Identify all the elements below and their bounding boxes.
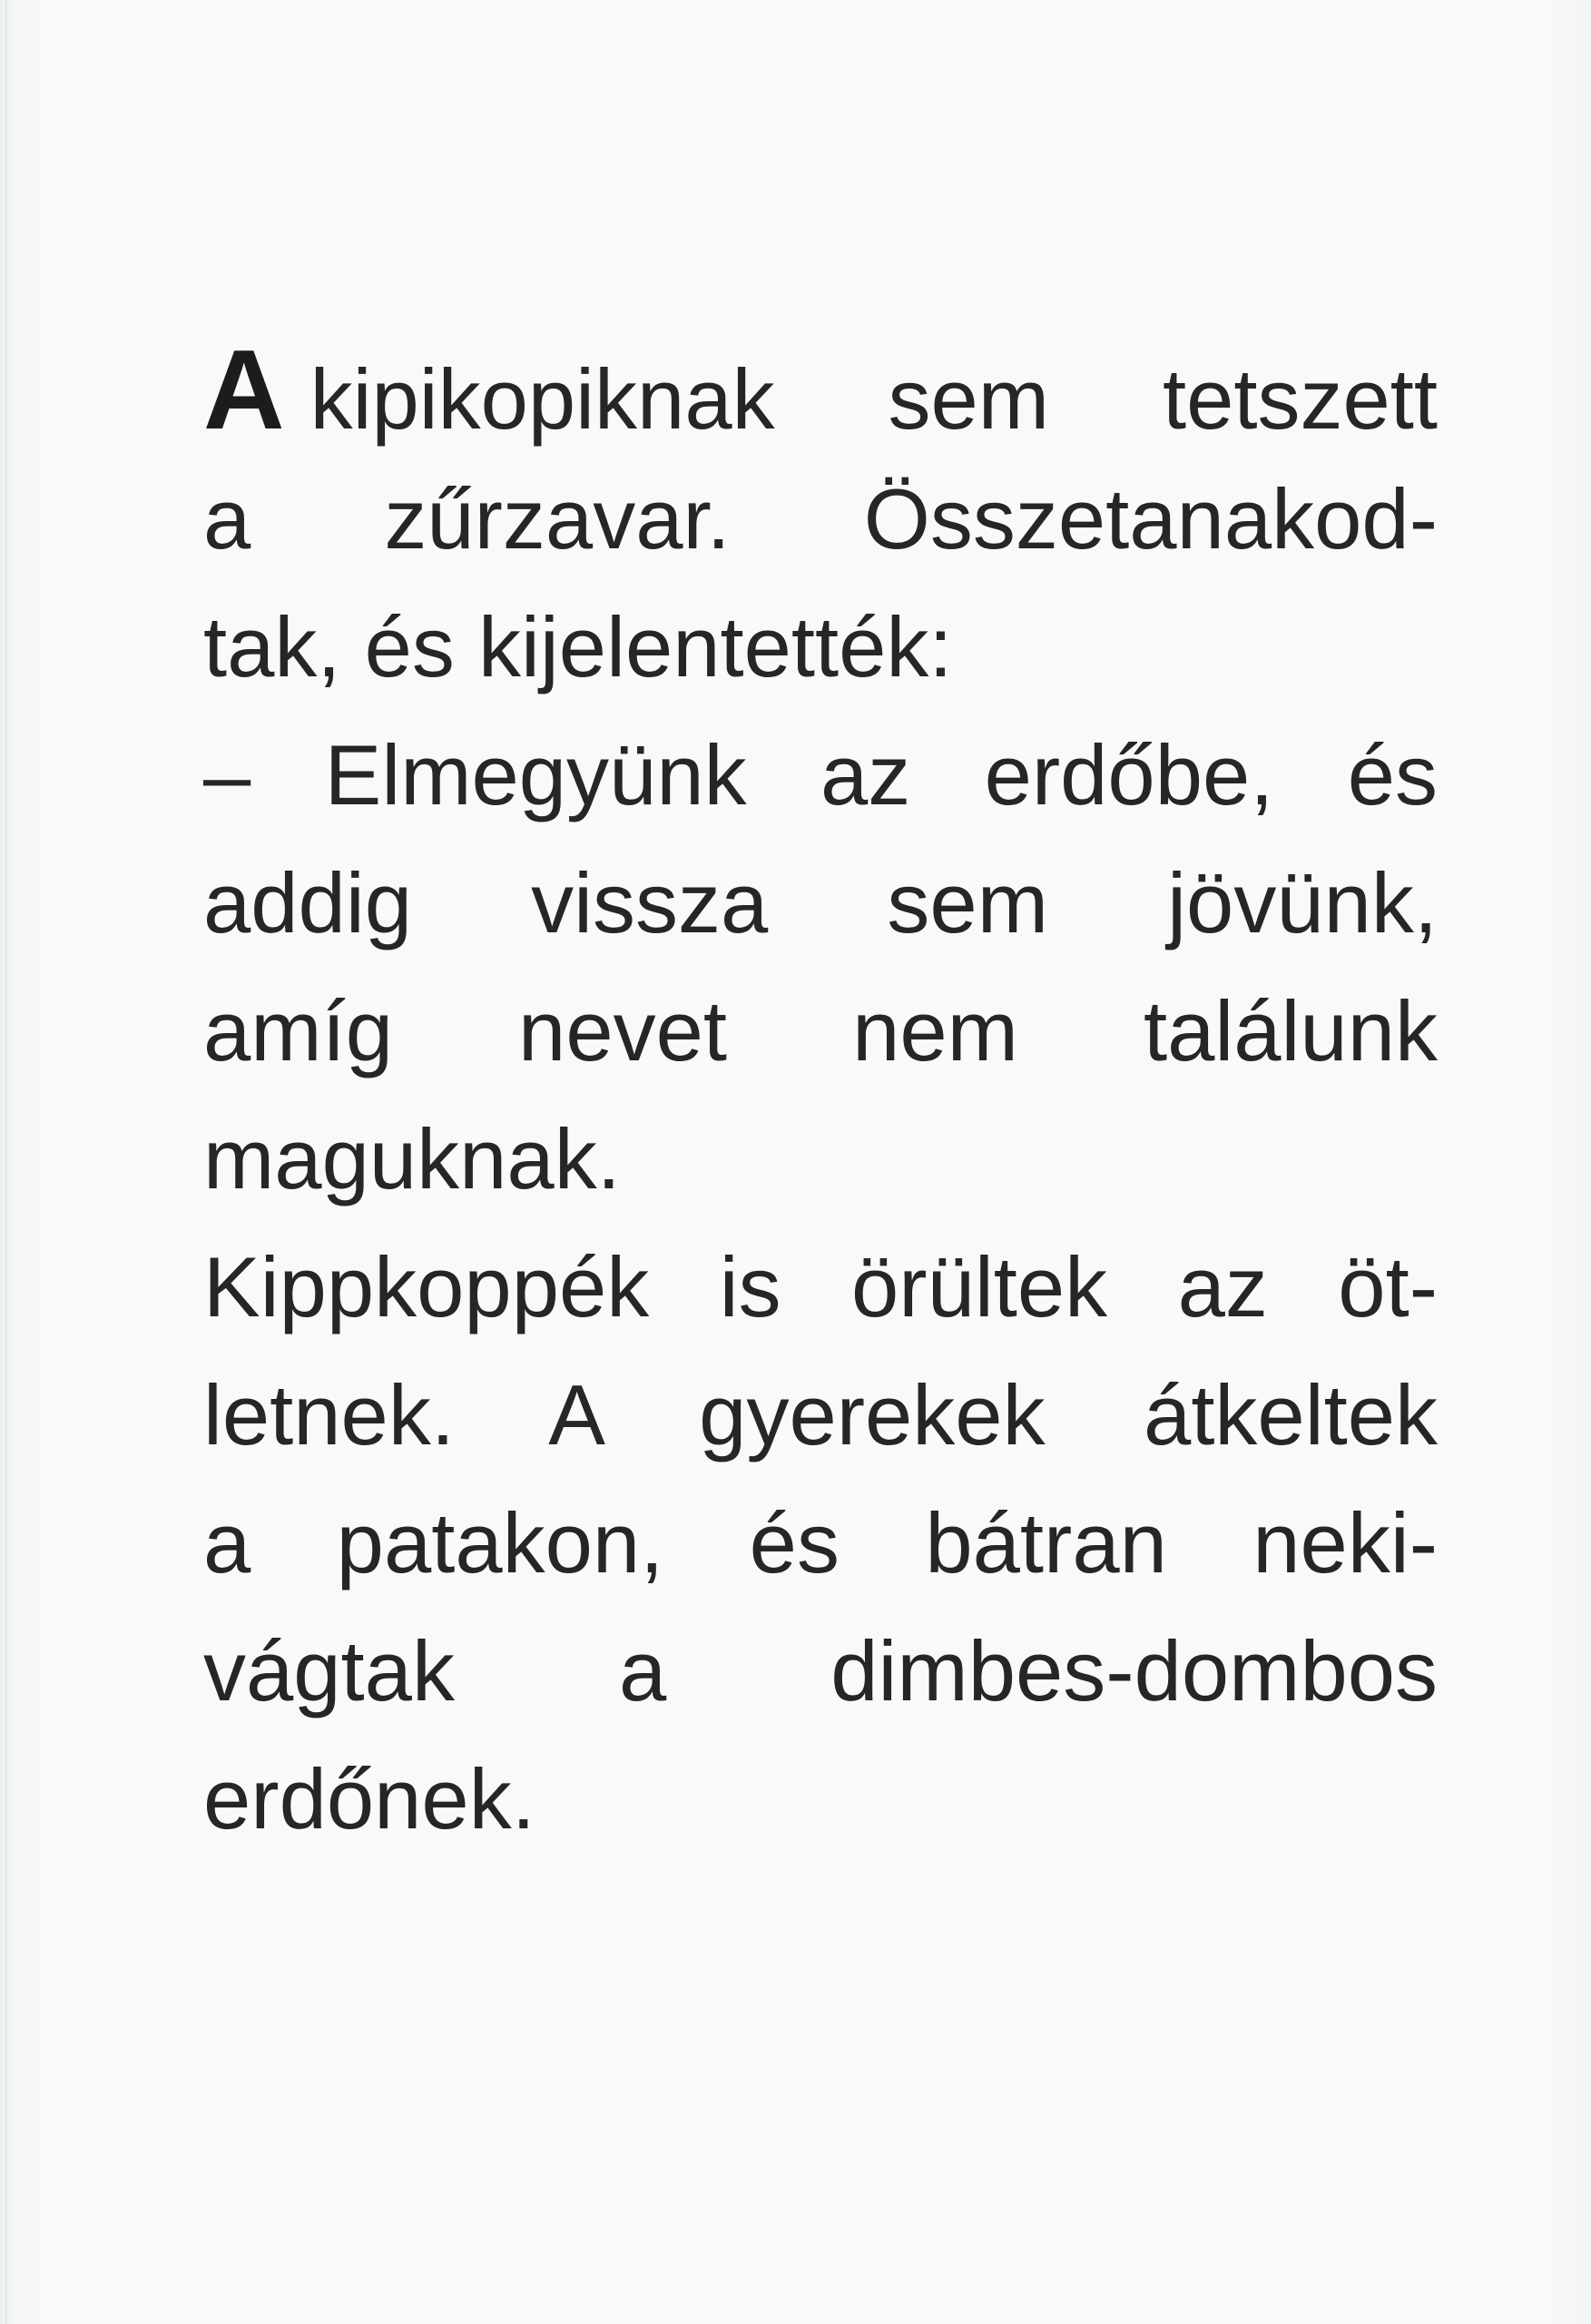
text-line-9: letnek. A gyerekek átkeltek xyxy=(203,1367,1438,1462)
text-line-1 xyxy=(203,327,1438,455)
text-line-6: amíg nevet nem találunk xyxy=(203,983,1438,1078)
text-line-11: vágtak a dimbes-dombos xyxy=(203,1623,1438,1718)
line-1-text: kipikopiknak sem tetszett xyxy=(309,351,1438,447)
text-line-3: tak, és kijelentették: xyxy=(203,599,953,694)
text-line-12: erdőnek. xyxy=(203,1751,535,1846)
text-line-7: maguknak. xyxy=(203,1111,621,1206)
page-edge xyxy=(5,0,7,2324)
drop-cap: A xyxy=(203,328,287,453)
text-line-4: – Elmegyünk az erdőbe, és xyxy=(203,727,1438,822)
text-line-10: a patakon, és bátran neki- xyxy=(203,1495,1438,1590)
story-text xyxy=(203,327,1438,1863)
text-line-2: a zűrzavar. Összetanakod- xyxy=(203,471,1438,566)
text-line-5: addig vissza sem jövünk, xyxy=(203,855,1438,950)
text-line-8: Kippkoppék is örültek az öt- xyxy=(203,1239,1438,1334)
